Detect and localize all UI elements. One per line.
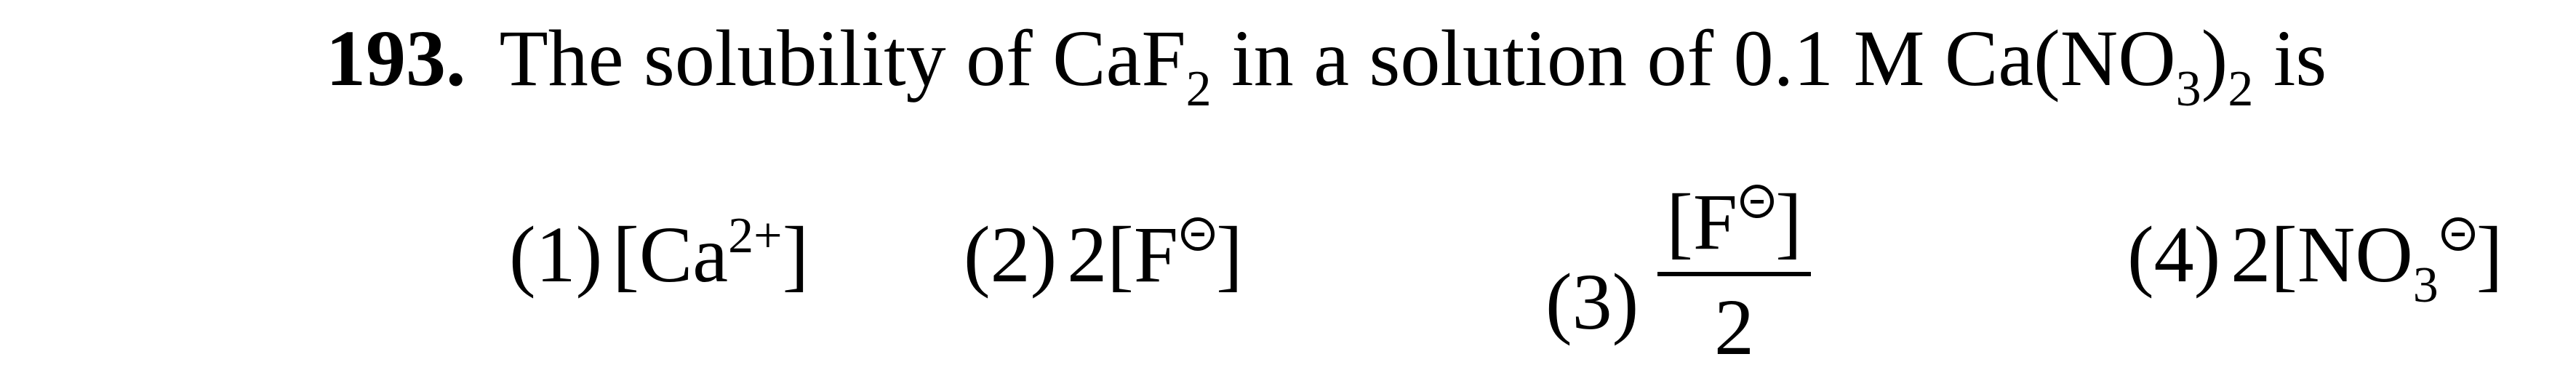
- option-1-open: [Ca: [612, 210, 729, 299]
- question-stem: [326, 7, 2327, 117]
- solution-formula-base: Ca(NO: [1944, 14, 2176, 102]
- option-label: (2): [964, 210, 1057, 299]
- fraction-denominator: 2: [1713, 283, 1754, 371]
- option-2-close: ]: [1216, 210, 1243, 299]
- negative-charge-icon: [1181, 217, 1215, 251]
- option-4-subscript: 3: [2412, 257, 2439, 313]
- option-2[interactable]: [964, 204, 1243, 305]
- question-number: 193.: [326, 14, 466, 102]
- salt-formula-subscript: 2: [1185, 61, 1212, 117]
- option-label: (4): [2127, 210, 2221, 299]
- option-label: (3): [1545, 257, 1639, 346]
- option-2-prefix: 2[F: [1067, 210, 1179, 299]
- fraction-bar: [1657, 272, 1810, 276]
- option-3-fraction: [1657, 174, 1810, 371]
- solution-formula-inner-subscript: 3: [2175, 61, 2201, 117]
- question-text-middle: in a solution of 0.1 M: [1211, 14, 1945, 102]
- option-1[interactable]: [509, 204, 809, 305]
- option-4-close: ]: [2476, 210, 2503, 299]
- option-1-superscript: 2+: [728, 208, 783, 264]
- question-text-after: is: [2253, 14, 2327, 102]
- solution-formula-close: ): [2201, 14, 2228, 102]
- salt-formula-base: CaF: [1052, 14, 1186, 102]
- option-4-prefix: 2[NO: [2231, 210, 2413, 299]
- options-row: [0, 177, 2576, 371]
- option-label: (1): [509, 210, 603, 299]
- salt-formula: [1052, 14, 1212, 117]
- option-1-close: ]: [782, 210, 809, 299]
- option-4[interactable]: [2127, 204, 2503, 313]
- negative-charge-icon: [1740, 185, 1774, 218]
- question-text-before: The solubility of: [499, 14, 1053, 102]
- solution-formula: [1944, 14, 2254, 117]
- fraction-numerator: [1657, 174, 1810, 269]
- negative-charge-icon: [2441, 217, 2475, 251]
- option-3[interactable]: [1545, 177, 1811, 378]
- option-3-numerator-close: ]: [1775, 177, 1802, 266]
- solution-formula-outer-subscript: 2: [2228, 61, 2254, 117]
- option-3-numerator: [F: [1666, 177, 1738, 266]
